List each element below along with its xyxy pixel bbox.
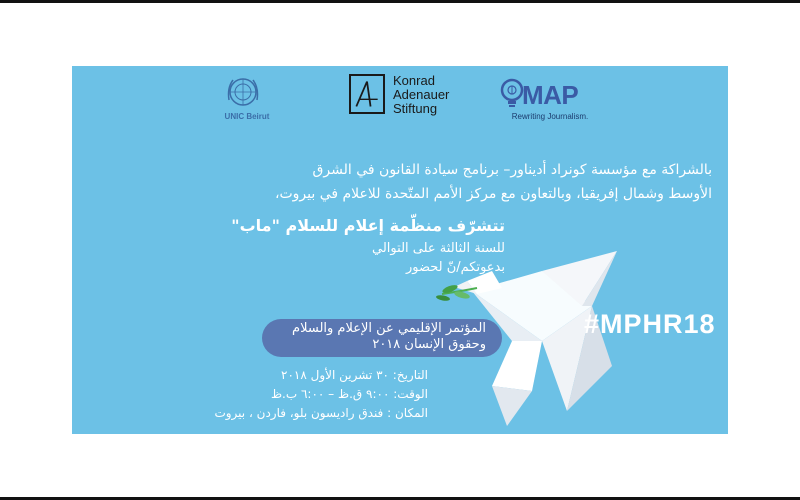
event-title: المؤتمر الإقليمي عن الإعلام والسلام وحقوق الإنسان ٢٠١٨ [292, 321, 486, 352]
map-wordmark: MAP [522, 80, 579, 110]
headline: تتشرّف منظّمة إعلام للسلام "ماب" [231, 216, 505, 235]
top-border [0, 0, 800, 3]
map-logo [500, 74, 600, 126]
invitation-card [72, 66, 728, 434]
kas-label: Konrad Adenauer Stiftung [393, 73, 450, 116]
kas-mark-icon [349, 74, 385, 114]
event-title-banner [262, 319, 502, 357]
un-emblem-icon [225, 74, 261, 110]
lightbulb-icon [500, 78, 524, 110]
intro-text: بالشراكة مع مؤسسة كونراد أديناور– برنامج سيادة القانون في الشرق الأوسط وشمال إفريقيا، وبالتعاون مع مركز الأمم المتّحدة للاعلام في بيروت، [274, 162, 712, 202]
subheading-invite: بدعوتكم/نّ لحضور [405, 260, 505, 275]
kas-logo [349, 74, 479, 124]
event-date: التاريخ: ٣٠ تشرين الأول ٢٠١٨ [281, 368, 428, 382]
event-details [128, 366, 428, 423]
unic-label: UNIC Beirut [224, 112, 270, 121]
subheading-year: للسنة الثالثة على التوالي [372, 241, 505, 256]
event-place: المكان : فندق راديسون بلو، فاردن ، بيروت [214, 406, 428, 420]
unic-beirut-logo [207, 72, 287, 128]
map-tagline: Rewriting Journalism. [511, 112, 589, 121]
event-time: الوقت: ٩:٠٠ ق.ظ – ٦:٠٠ ب.ظ [270, 387, 428, 401]
hashtag: #MPHR18 [584, 309, 716, 339]
